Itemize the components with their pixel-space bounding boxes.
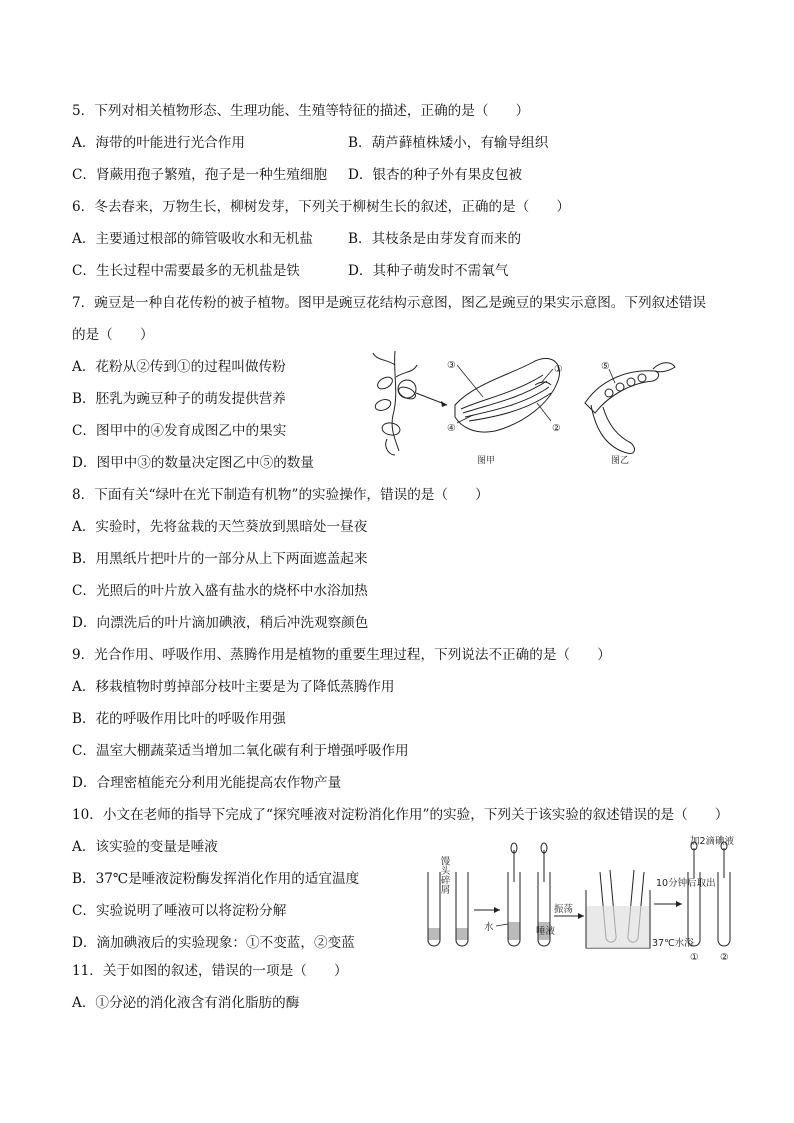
tubes-final (688, 842, 730, 946)
q6-option-a: A．主要通过根部的筛管吸收水和无机盐 (72, 231, 313, 247)
q9-option-d: D．合理密植能充分利用光能提高农作物产量 (72, 775, 342, 791)
q10-option-a: A．该实验的变量是唾液 (72, 839, 218, 855)
q10-option-d: D．滴加碘液后的实验现象：①不变蓝，②变蓝 (72, 935, 355, 951)
label-2: ② (552, 423, 561, 434)
q6-option-b: B．其枝条是由芽发育而来的 (348, 231, 522, 247)
label-bath: 37℃水浴 (652, 938, 694, 949)
q10-option-b: B．37℃是唾液淀粉酶发挥消化作用的适宜温度 (72, 871, 360, 887)
q8-option-b: B．用黑纸片把叶片的一部分从上下两面遮盖起来 (72, 551, 368, 567)
q8-option-c: C．光照后的叶片放入盛有盐水的烧杯中水浴加热 (72, 583, 368, 599)
flower-section-drawing (455, 358, 560, 432)
pea-plant-drawing (373, 351, 417, 455)
q8-option-a: A．实验时，先将盆栽的天竺葵放到黑暗处一昼夜 (72, 519, 368, 535)
label-1: ① (554, 364, 563, 375)
caption-figure-b: 图乙 (611, 456, 630, 466)
saliva-experiment-svg (420, 836, 740, 970)
label-time: 10分钟后取出 (656, 878, 716, 889)
q5-option-b: B．葫芦藓植株矮小，有输导组织 (348, 135, 549, 151)
label-shake: 振荡 (554, 904, 574, 915)
saliva-experiment-figure (420, 836, 740, 970)
q9-option-a: A．移栽植物时剪掉部分枝叶主要是为了降低蒸腾作用 (72, 679, 395, 695)
q8-option-d: D．向漂洗后的叶片滴加碘液，稍后冲洗观察颜色 (72, 615, 369, 631)
q6-option-d: D．其种子萌发时不需氧气 (348, 263, 509, 279)
label-tube-2: ② (720, 952, 729, 963)
q8-stem: 8．下面有关“绿叶在光下制造有机物”的实验操作，错误的是（ ） (72, 487, 489, 503)
label-4: ④ (447, 423, 456, 434)
label-tube-1: ① (690, 952, 699, 963)
q7-stem-line2: 的是（ ） (72, 327, 154, 343)
q9-option-b: B．花的呼吸作用比叶的呼吸作用强 (72, 711, 286, 727)
pea-pod-drawing (585, 363, 675, 454)
label-water: 水 (484, 922, 494, 933)
q5-stem: 5．下列对相关植物形态、生理功能、生殖等特征的描述，正确的是（ ） (72, 103, 530, 119)
q6-option-c: C．生长过程中需要最多的无机盐是铁 (72, 263, 300, 279)
q6-stem: 6．冬去春来，万物生长，柳树发芽，下列关于柳树生长的叙述，正确的是（ ） (72, 199, 571, 215)
q10-stem: 10．小文在老师的指导下完成了“探究唾液对淀粉消化作用”的实验，下列关于该实验的叙述错误的是（ ） (72, 807, 729, 823)
caption-figure-a: 图甲 (477, 456, 496, 466)
q7-option-c: C．图甲中的④发育成图乙中的果实 (72, 423, 287, 439)
label-3: ③ (447, 360, 456, 371)
pea-figure-svg (365, 343, 685, 471)
label-saliva: 唾液 (536, 926, 556, 937)
label-iodine: 加2滴碘液 (690, 836, 735, 847)
q7-stem-line1: 7．豌豆是一种自花传粉的被子植物。图甲是豌豆花结构示意图，图乙是豌豆的果实示意图。下列叙述错误 (72, 295, 706, 311)
q11-option-a: A．①分泌的消化液含有消化脂肪的酶 (72, 995, 300, 1011)
q7-option-d: D．图甲中③的数量决定图乙中⑤的数量 (72, 455, 314, 471)
pea-figure (365, 343, 685, 471)
label-5: ⑤ (601, 361, 610, 372)
q5-option-a: A．海带的叶能进行光合作用 (72, 135, 245, 151)
q11-stem: 11．关于如图的叙述，错误的一项是（ ） (72, 963, 348, 979)
label-mantou: 馒头碎屑 (438, 856, 450, 894)
q9-option-c: C．温室大棚蔬菜适当增加二氧化碳有利于增强呼吸作用 (72, 743, 409, 759)
q7-option-a: A．花粉从②传到①的过程叫做传粉 (72, 359, 286, 375)
q10-option-c: C．实验说明了唾液可以将淀粉分解 (72, 903, 287, 919)
q9-stem: 9．光合作用、呼吸作用、蒸腾作用是植物的重要生理过程，下列说法不正确的是（ ） (72, 647, 611, 663)
flower-circle-callout (398, 380, 416, 398)
q5-option-d: D．银杏的种子外有果皮包被 (348, 167, 523, 183)
q7-option-b: B．胚乳为豌豆种子的萌发提供营养 (72, 391, 286, 407)
q5-option-c: C．肾蕨用孢子繁殖，孢子是一种生殖细胞 (72, 167, 328, 183)
